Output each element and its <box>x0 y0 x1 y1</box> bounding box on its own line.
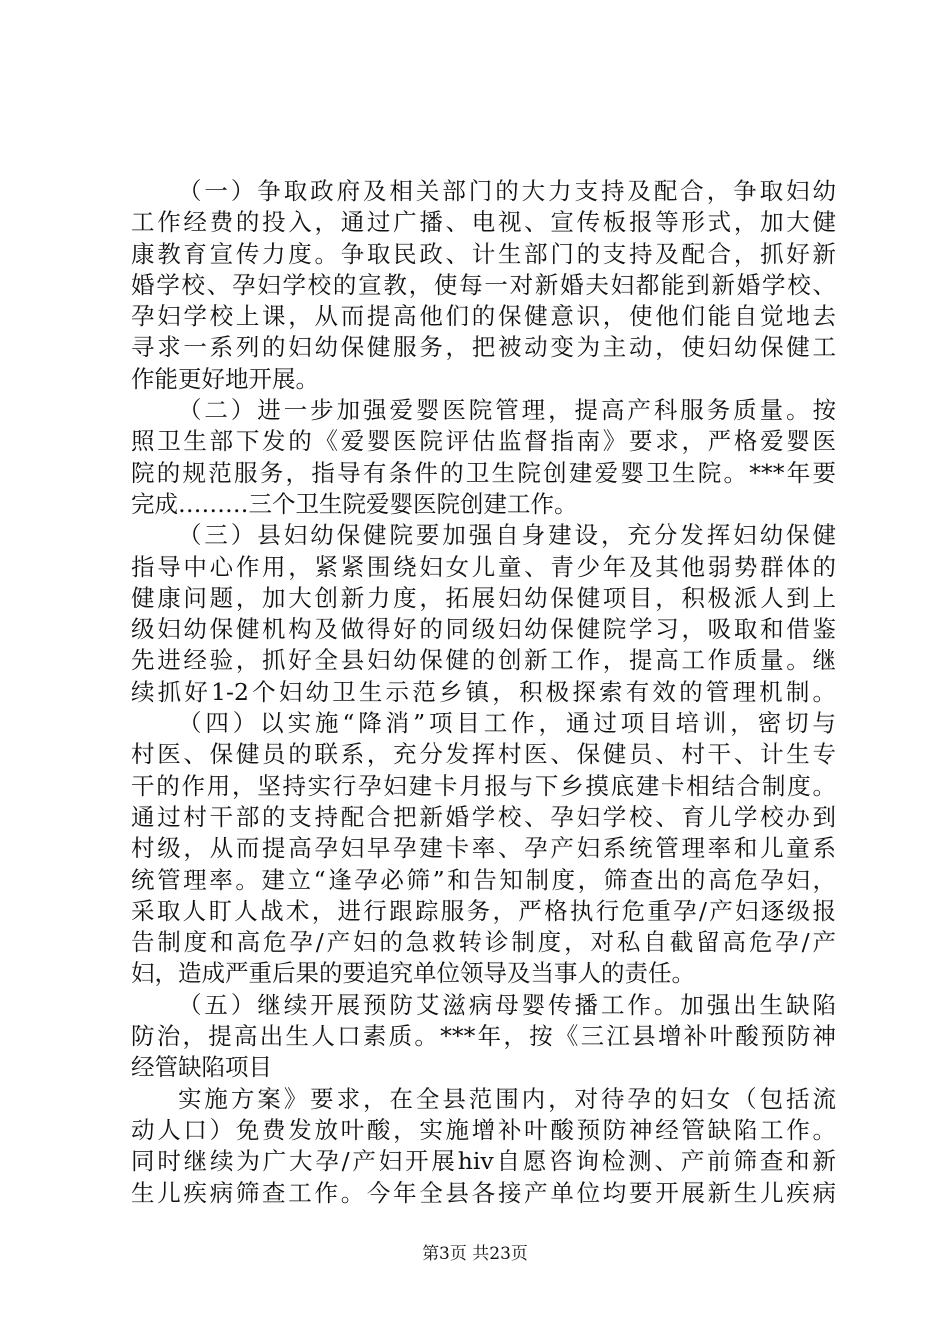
text-line: 级妇幼保健机构及做得好的同级妇幼保健院学习，吸取和借鉴 <box>131 615 836 644</box>
text-line: 寻求一系列的妇幼保健服务，把被动变为主动，使妇幼保健工 <box>131 333 836 362</box>
text-line: 先进经验，抓好全县妇幼保健的创新工作，提高工作质量。继 <box>131 646 836 675</box>
text-line: 工作经费的投入，通过广播、电视、宣传板报等形式，加大健 <box>131 208 836 237</box>
page-number: 第3页 共23页 <box>422 1244 528 1264</box>
text-line: 生儿疾病筛查工作。今年全县各接产单位均要开展新生儿疾病 <box>131 1178 836 1207</box>
document-body <box>131 176 836 1209</box>
text-line: （五）继续开展预防艾滋病母婴传播工作。加强出生缺陷 <box>178 990 836 1019</box>
text-line: 干的作用，坚持实行孕妇建卡月报与下乡摸底建卡相结合制度。 <box>131 771 836 800</box>
text-line: 村级，从而提高孕妇早孕建卡率、孕产妇系统管理率和儿童系 <box>131 834 836 863</box>
text-line: （一）争取政府及相关部门的大力支持及配合，争取妇幼 <box>178 177 836 205</box>
text-line: 同时继续为广大孕/产妇开展hiv自愿咨询检测、产前筛查和新 <box>131 1147 836 1176</box>
text-line: 统管理率。建立“逢孕必筛”和告知制度，筛查出的高危孕妇， <box>131 865 836 894</box>
text-line: 告制度和高危孕/产妇的急救转诊制度，对私自截留高危孕/产 <box>131 928 836 957</box>
text-line: 孕妇学校上课，从而提高他们的保健意识，使他们能自觉地去 <box>131 302 836 331</box>
text-line: 婚学校、孕妇学校的宣教，使每一对新婚夫妇都能到新婚学校、 <box>131 270 836 299</box>
text-line: 村医、保健员的联系，充分发挥村医、保健员、村干、计生专 <box>131 740 836 769</box>
text-line: 作能更好地开展。 <box>131 364 319 393</box>
text-line: 院的规范服务，指导有条件的卫生院创建爱婴卫生院。***年要 <box>131 458 836 487</box>
text-line: 实施方案》要求，在全县范围内，对待孕的妇女（包括流 <box>178 1084 836 1113</box>
text-line: 续抓好1-2个妇幼卫生示范乡镇，积极探索有效的管理机制。 <box>131 677 836 706</box>
text-line: 通过村干部的支持配合把新婚学校、孕妇学校、育儿学校办到 <box>131 802 836 831</box>
text-line: 指导中心作用，紧紧围绕妇女儿童、青少年及其他弱势群体的 <box>131 552 836 581</box>
text-line: 经管缺陷项目 <box>131 1053 272 1082</box>
text-line: 采取人盯人战术，进行跟踪服务，严格执行危重孕/产妇逐级报 <box>131 896 836 925</box>
text-line: 动人口）免费发放叶酸，实施增补叶酸预防神经管缺陷工作。 <box>131 1115 836 1144</box>
text-line: 康教育宣传力度。争取民政、计生部门的支持及配合，抓好新 <box>131 239 836 268</box>
text-line: 妇，造成严重后果的要追究单位领导及当事人的责任。 <box>131 959 695 988</box>
text-line: 防治，提高出生人口素质。***年，按《三江县增补叶酸预防神 <box>131 1022 836 1051</box>
text-line: （二）进一步加强爱婴医院管理，提高产科服务质量。按 <box>178 396 836 425</box>
text-line: 健康问题，加大创新力度，拓展妇幼保健项目，积极派人到上 <box>131 583 836 612</box>
text-line: 完成………三个卫生院爱婴医院创建工作。 <box>131 489 578 518</box>
text-line: （三）县妇幼保健院要加强自身建设，充分发挥妇幼保健 <box>178 521 836 550</box>
text-line: （四）以实施“降消”项目工作，通过项目培训，密切与 <box>178 709 836 738</box>
text-line: 照卫生部下发的《爱婴医院评估监督指南》要求，严格爱婴医 <box>131 427 836 456</box>
